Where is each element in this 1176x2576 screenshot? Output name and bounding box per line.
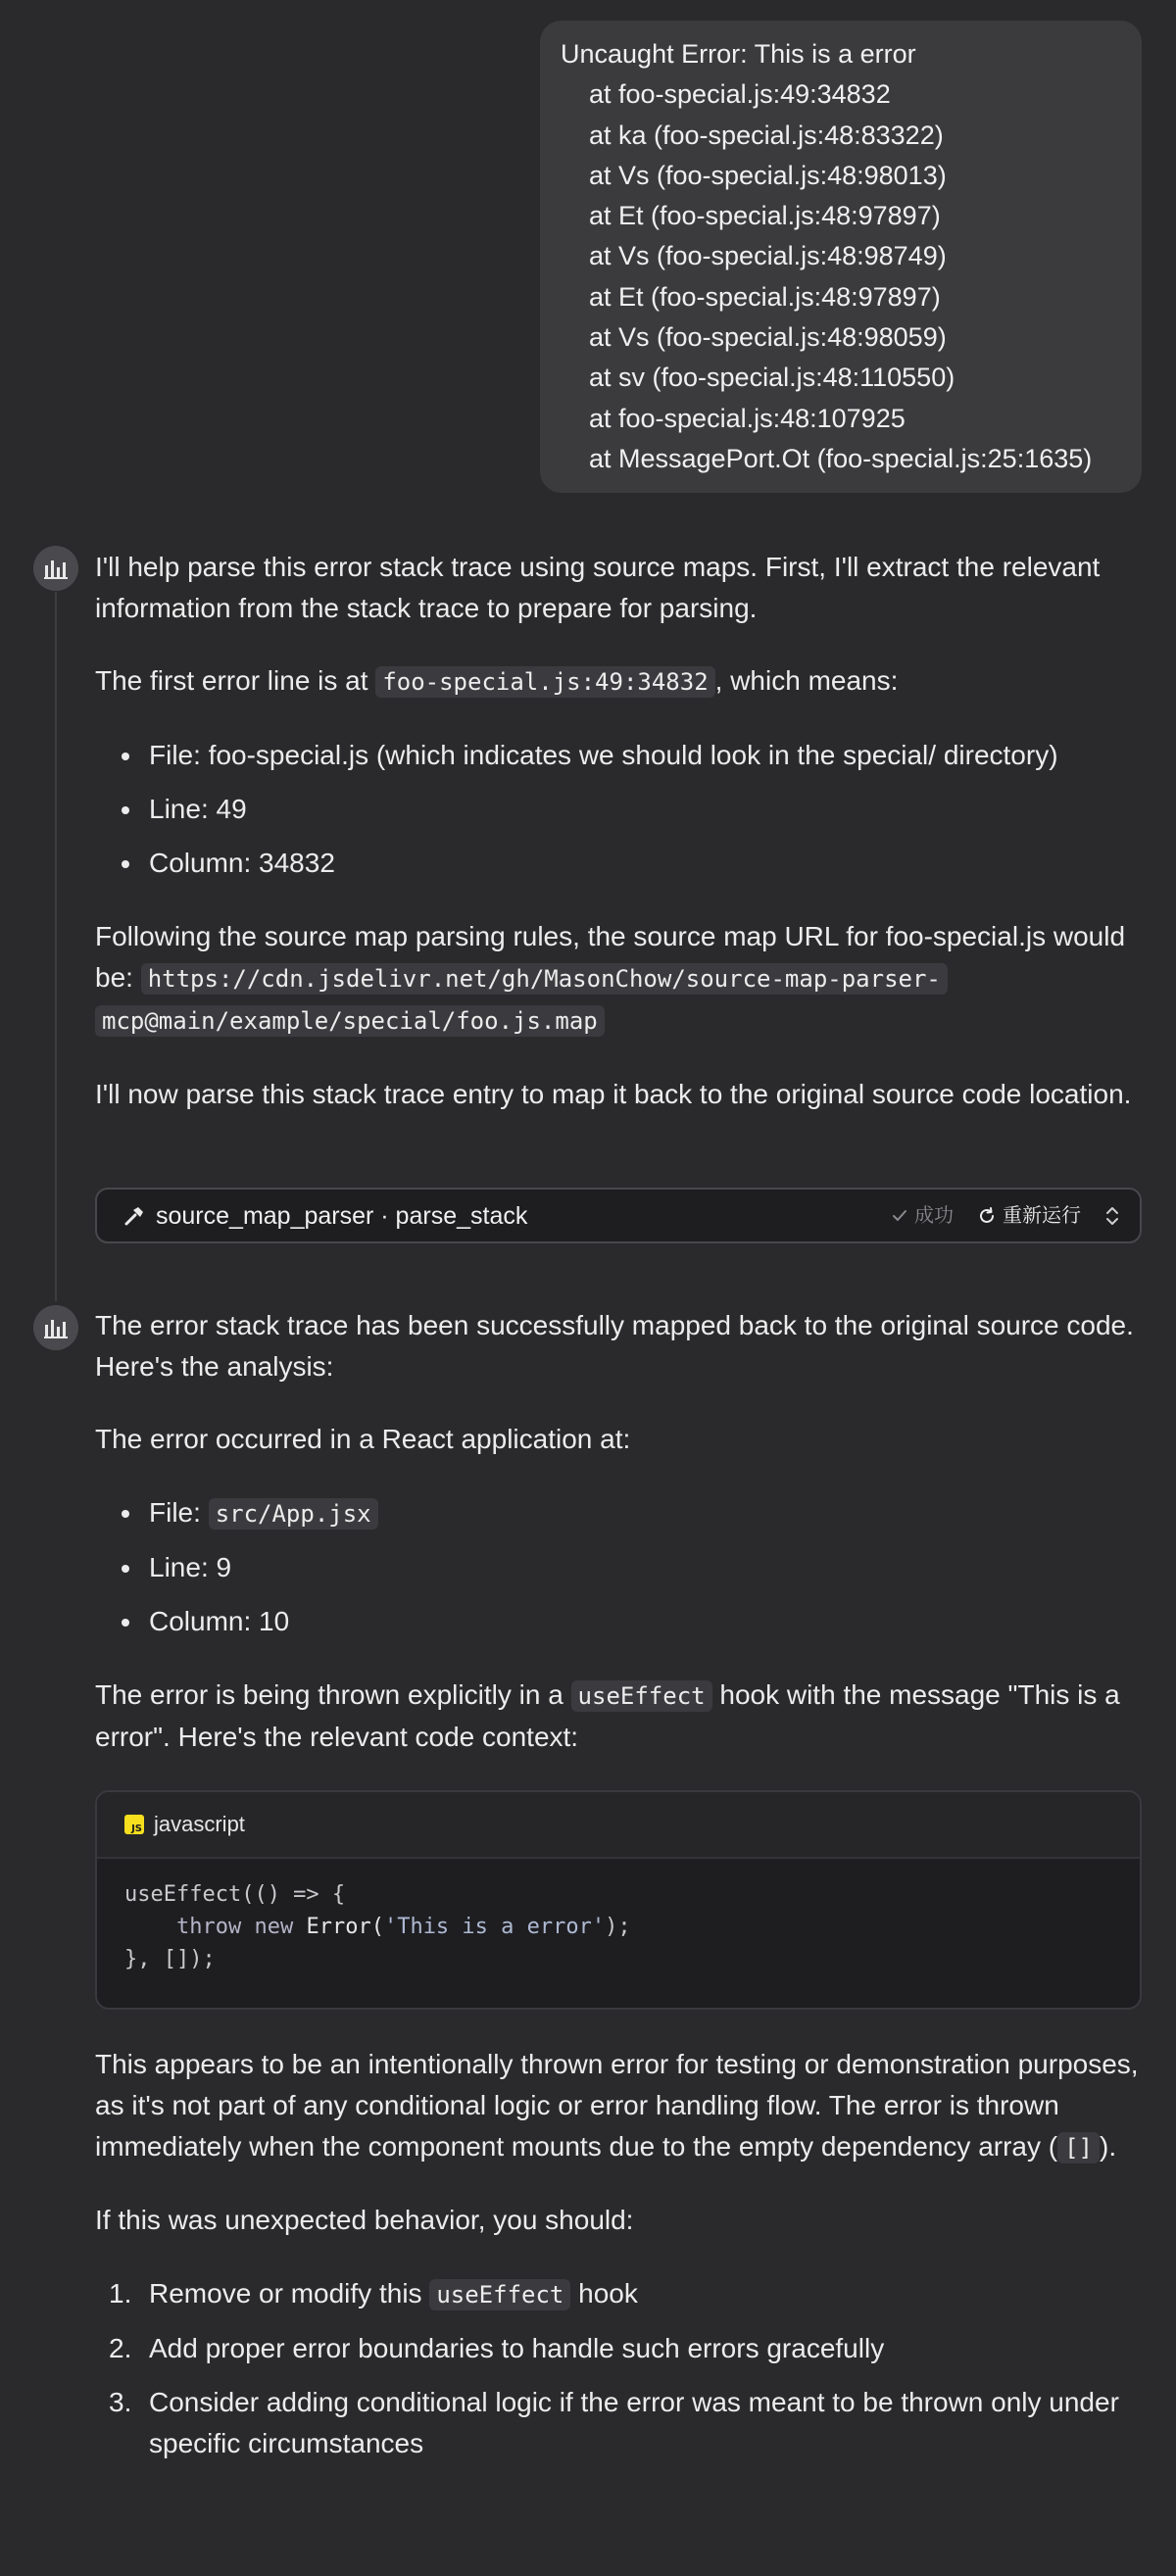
- code-punct: );: [605, 1915, 631, 1939]
- bullet-list: [95, 1492, 1144, 1642]
- code-language-label: javascript: [154, 1812, 245, 1836]
- assistant-message-continued: [95, 2044, 1144, 2464]
- stack-line: at foo-special.js:49:34832: [589, 79, 891, 110]
- text: ).: [1100, 2131, 1117, 2162]
- rerun-label: 重新运行: [1003, 1204, 1081, 1227]
- status-label: 成功: [914, 1204, 954, 1227]
- inline-code: foo-special.js:49:34832: [375, 666, 714, 698]
- tool-call-title: [122, 1195, 891, 1237]
- stack-line: at Et (foo-special.js:48:97897): [589, 281, 941, 312]
- code-block-header: [97, 1792, 1140, 1859]
- error-title: Uncaught Error: This is a error: [561, 39, 916, 69]
- code-block: [95, 1790, 1142, 2010]
- text: , which means:: [714, 665, 899, 696]
- text: hook with the message "This is a error". Here's the relevant code context:: [95, 1679, 1120, 1752]
- list-item: File: foo-special.js (which indicates we should look in the special/ directory): [95, 735, 1144, 776]
- inline-code: mcp@main/example/special/foo.js.map: [95, 1005, 605, 1037]
- assistant-avatar: [33, 1305, 78, 1350]
- text: Remove or modify this: [149, 2278, 430, 2309]
- paragraph: I'll help parse this error stack trace using source maps. First, I'll extract the relevant information from the stack trace to prepare for parsing.: [95, 552, 1101, 623]
- code-string: 'This is a error': [383, 1915, 606, 1939]
- bullet-list: [95, 735, 1144, 884]
- text: The first error line is at: [95, 665, 376, 696]
- stack-line: at Vs (foo-special.js:48:98749): [589, 241, 947, 271]
- paragraph: [95, 660, 1144, 703]
- list-item: [95, 2273, 1144, 2315]
- paragraph: If this was unexpected behavior, you should:: [95, 2205, 634, 2235]
- thread-connector: [55, 592, 57, 1301]
- tool-name-label: source_map_parser · parse_stack: [156, 1201, 528, 1230]
- assistant-message: [95, 1305, 1144, 1758]
- rerun-button[interactable]: [977, 1195, 1081, 1237]
- code-keyword: new: [254, 1915, 294, 1939]
- paragraph: [95, 1675, 1144, 1758]
- inline-code: useEffect: [571, 1680, 712, 1712]
- code-keyword: throw: [175, 1915, 242, 1939]
- inline-code: https://cdn.jsdelivr.net/gh/MasonChow/source-map-parser-: [141, 963, 948, 995]
- text: Following the source map parsing rules, the source map URL for foo-special.js would be:: [95, 921, 1126, 993]
- stack-line: at MessagePort.Ot (foo-special.js:25:1635): [589, 443, 1093, 473]
- stack-line: at ka (foo-special.js:48:83322): [589, 120, 944, 150]
- javascript-icon: JS: [124, 1815, 144, 1834]
- code-line: useEffect(() => {: [124, 1882, 346, 1907]
- code-line: }, []);: [124, 1947, 216, 1971]
- code-content: [97, 1859, 1140, 1995]
- tool-call-bar[interactable]: [95, 1188, 1142, 1243]
- list-item: [95, 2328, 1144, 2369]
- list-item: Column: 10: [95, 1601, 1144, 1642]
- inline-code: src/App.jsx: [209, 1498, 378, 1530]
- stack-line: at Vs (foo-special.js:48:98059): [589, 322, 947, 353]
- text: Add proper error boundaries to handle such errors gracefully: [149, 2333, 885, 2363]
- paragraph: [95, 2044, 1144, 2168]
- bar-chart-icon: [44, 1317, 68, 1338]
- paragraph: The error stack trace has been successfully mapped back to the original source code. Here's the analysis:: [95, 1310, 1134, 1382]
- numbered-list: [95, 2273, 1144, 2464]
- list-item: [95, 2382, 1144, 2464]
- stack-line: at Vs (foo-special.js:48:98013): [589, 160, 947, 190]
- refresh-icon: [977, 1206, 997, 1226]
- list-item: Column: 34832: [95, 843, 1144, 884]
- expand-toggle[interactable]: [1104, 1205, 1120, 1227]
- text: hook: [570, 2278, 638, 2309]
- stack-line: at Et (foo-special.js:48:97897): [589, 201, 941, 231]
- assistant-message: [95, 547, 1144, 1115]
- list-number: 3.: [109, 2387, 132, 2417]
- code-function: Error(: [306, 1915, 384, 1939]
- inline-code: useEffect: [429, 2279, 570, 2310]
- list-item: Line: 49: [95, 789, 1144, 830]
- list-item: [95, 1492, 1144, 1534]
- list-item: Line: 9: [95, 1547, 1144, 1588]
- text: Consider adding conditional logic if the error was meant to be thrown only under specific circumstances: [149, 2387, 1119, 2458]
- check-icon: [891, 1207, 908, 1225]
- chevron-up-down-icon: [1104, 1205, 1120, 1227]
- hammer-icon: [122, 1204, 146, 1228]
- bar-chart-icon: [44, 558, 68, 579]
- assistant-avatar: [33, 546, 78, 591]
- paragraph: I'll now parse this stack trace entry to map it back to the original source code location.: [95, 1079, 1132, 1109]
- stack-line: at sv (foo-special.js:48:110550): [589, 363, 956, 393]
- paragraph: The error occurred in a React application at:: [95, 1424, 631, 1454]
- inline-code: []: [1057, 2132, 1100, 2163]
- text: This appears to be an intentionally thrown error for testing or demonstration purposes, as it's not part of any conditional logic or error handling flow. The error is thrown immediately when the component mounts due to the empty dependency array (: [95, 2049, 1139, 2162]
- text: The error is being thrown explicitly in a: [95, 1679, 571, 1710]
- stack-line: at foo-special.js:48:107925: [589, 403, 906, 433]
- user-message-bubble: [540, 21, 1142, 493]
- text: File:: [149, 1497, 209, 1528]
- status-badge: [891, 1195, 954, 1237]
- list-number: 2.: [109, 2333, 132, 2363]
- list-number: 1.: [109, 2278, 132, 2309]
- paragraph: [95, 916, 1144, 1042]
